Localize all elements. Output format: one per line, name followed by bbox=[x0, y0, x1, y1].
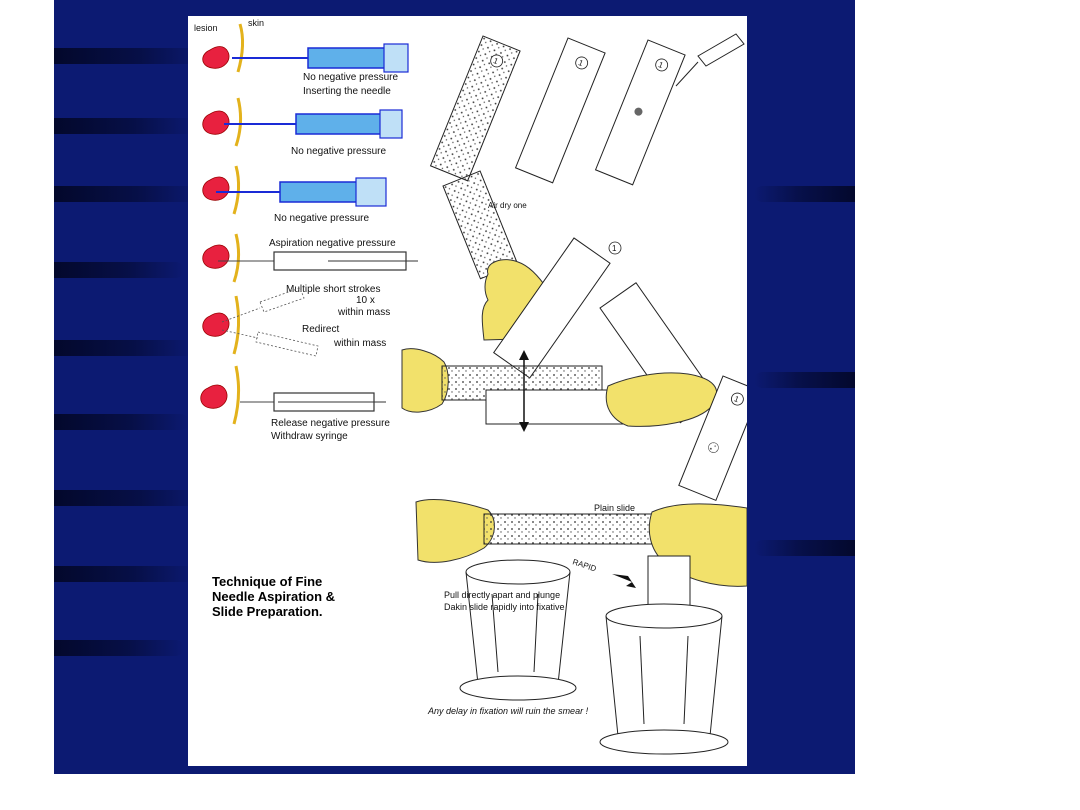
decorative-band bbox=[54, 186, 199, 202]
decorative-band bbox=[54, 640, 184, 656]
decorative-band bbox=[54, 340, 194, 356]
step-4-caption-4: within mass bbox=[338, 307, 391, 318]
lesion-mass bbox=[201, 385, 227, 408]
gloved-hand-left bbox=[416, 500, 494, 563]
delay-warning: Any delay in fixation will ruin the smear ! bbox=[428, 706, 589, 716]
pull-caption-1: Pull directly apart and plunge bbox=[444, 590, 561, 600]
step-5-caption-1: Redirect bbox=[302, 324, 340, 335]
diagram-title bbox=[212, 574, 335, 619]
step-4-caption-2: Multiple short strokes bbox=[286, 284, 381, 295]
step-6-caption-1: Release negative pressure bbox=[271, 418, 390, 429]
decorative-band bbox=[54, 414, 189, 430]
step-3-needle-advanced bbox=[203, 166, 386, 224]
step-4-caption-1: Aspiration negative pressure bbox=[269, 238, 396, 249]
slide-number: 1 bbox=[612, 244, 617, 253]
syringe-barrel bbox=[296, 114, 386, 134]
arrow-head-down bbox=[519, 422, 529, 432]
syringe-plunger bbox=[384, 44, 408, 72]
decorative-band bbox=[54, 262, 184, 278]
decorative-band bbox=[54, 566, 194, 582]
diagram-panel bbox=[188, 16, 747, 766]
title-line-2: Needle Aspiration & bbox=[212, 589, 336, 604]
step-1-caption-2: Inserting the needle bbox=[303, 86, 391, 97]
rapid-label: RAPID bbox=[571, 557, 598, 574]
slide-number: 1 bbox=[492, 56, 500, 67]
decorative-band bbox=[54, 48, 204, 64]
fixative-jar-right bbox=[600, 556, 728, 754]
pull-caption-2: Dakin slide rapidly into fixative bbox=[444, 602, 565, 612]
skin-line bbox=[234, 296, 239, 354]
lesion-label: lesion bbox=[194, 23, 218, 33]
lesion-mass bbox=[203, 313, 229, 336]
skin-line bbox=[234, 366, 239, 424]
decorative-band bbox=[754, 186, 855, 202]
decorative-band bbox=[54, 490, 204, 506]
rapid-arrow bbox=[612, 574, 636, 588]
slides-group bbox=[431, 34, 744, 185]
step-1-insert-needle bbox=[203, 24, 408, 97]
step-6-withdraw bbox=[201, 366, 391, 442]
step-1-caption-1: No negative pressure bbox=[303, 72, 399, 83]
slide-number: 1 bbox=[577, 58, 585, 69]
skin-line bbox=[234, 166, 239, 214]
step-4-aspiration bbox=[203, 234, 418, 318]
gloved-hand-right bbox=[606, 373, 716, 426]
slide-with-drop bbox=[596, 40, 686, 185]
clean-slide bbox=[516, 38, 606, 183]
skin-line bbox=[236, 98, 241, 146]
plain-slide-label: Plain slide bbox=[594, 503, 636, 513]
lesion-mass bbox=[203, 111, 229, 134]
lesion-mass bbox=[203, 245, 229, 268]
air-dry-caption: Air dry one bbox=[488, 201, 527, 210]
skin-line bbox=[234, 234, 239, 282]
syringe-plunger bbox=[356, 178, 386, 206]
step-2-caption: No negative pressure bbox=[291, 146, 387, 157]
step-6-caption-2: Withdraw syringe bbox=[271, 431, 348, 442]
skin-line bbox=[238, 24, 243, 72]
title-line-1: Technique of Fine bbox=[212, 574, 323, 589]
gloved-hand-left bbox=[402, 349, 448, 412]
lesion-mass bbox=[203, 47, 229, 69]
fna-technique-diagram bbox=[188, 16, 747, 766]
step-5-caption-2: within mass bbox=[334, 338, 387, 349]
slide-number: 1 bbox=[657, 60, 665, 71]
step-4-caption-3: 10 x bbox=[356, 295, 375, 306]
title-line-3: Slide Preparation. bbox=[212, 604, 323, 619]
decorative-band bbox=[54, 118, 194, 134]
decorative-band bbox=[754, 372, 855, 388]
pulled-slide bbox=[484, 514, 654, 544]
step-3-caption: No negative pressure bbox=[274, 213, 370, 224]
step-2-needle-in-lesion bbox=[203, 98, 402, 157]
syringe-barrel bbox=[280, 182, 362, 202]
decorative-band bbox=[754, 540, 855, 556]
lesion-mass bbox=[203, 177, 229, 200]
smeared-slide bbox=[431, 36, 521, 181]
syringe-barrel bbox=[308, 48, 390, 68]
slide-number: 1 bbox=[732, 394, 741, 405]
syringe-plunger bbox=[380, 110, 402, 138]
fixation-group bbox=[416, 500, 747, 754]
skin-label: skin bbox=[248, 18, 265, 28]
fixative-jar-left bbox=[460, 560, 576, 700]
expressing-syringe bbox=[676, 34, 744, 86]
